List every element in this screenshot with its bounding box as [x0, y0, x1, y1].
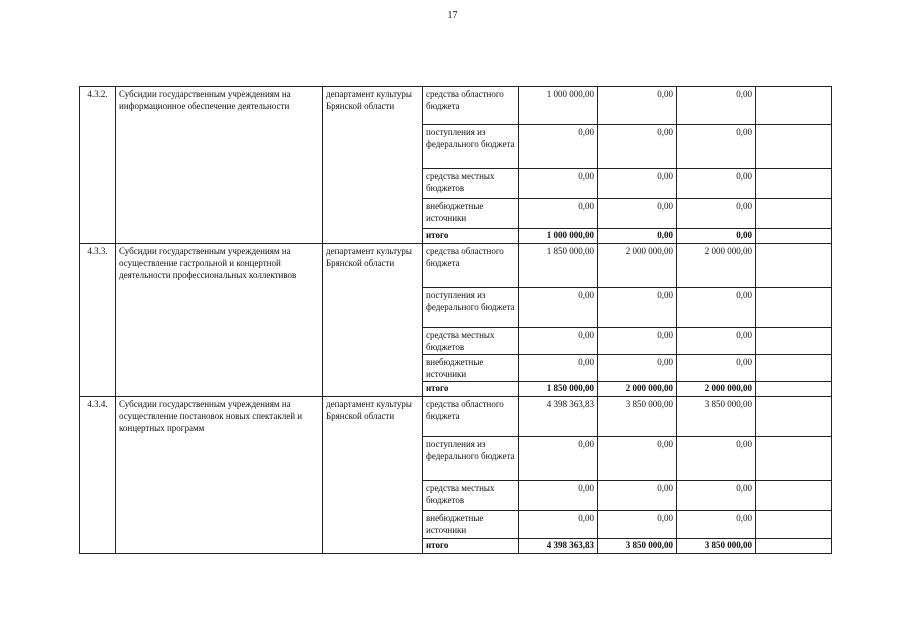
value-year-2: 0,00: [598, 87, 677, 125]
empty-cell: [756, 229, 832, 244]
table-row: [80, 87, 832, 125]
section-executor: департамент культуры Брянской области: [323, 397, 423, 554]
budget-table: [79, 86, 832, 554]
empty-cell: [756, 355, 832, 382]
empty-cell: [756, 437, 832, 481]
value-year-1: 0,00: [519, 328, 598, 355]
total-year-2: 2 000 000,00: [598, 382, 677, 397]
total-label: итого: [423, 539, 519, 554]
value-year-2: 0,00: [598, 328, 677, 355]
table-row: [80, 397, 832, 437]
value-year-1: 4 398 363,83: [519, 397, 598, 437]
empty-cell: [756, 169, 832, 199]
total-label: итого: [423, 229, 519, 244]
value-year-3: 0,00: [677, 87, 756, 125]
value-year-3: 0,00: [677, 481, 756, 511]
funding-source: средства областного бюджета: [423, 397, 519, 437]
total-year-3: 2 000 000,00: [677, 382, 756, 397]
empty-cell: [756, 397, 832, 437]
value-year-2: 0,00: [598, 437, 677, 481]
value-year-1: 0,00: [519, 511, 598, 539]
value-year-2: 0,00: [598, 481, 677, 511]
table-row: [80, 244, 832, 288]
value-year-3: 3 850 000,00: [677, 397, 756, 437]
value-year-2: 0,00: [598, 125, 677, 169]
section-name: Субсидии государственным учреждениям на информационное обеспечение деятельности: [116, 87, 323, 244]
value-year-2: 0,00: [598, 511, 677, 539]
empty-cell: [756, 244, 832, 288]
empty-cell: [756, 382, 832, 397]
empty-cell: [756, 199, 832, 229]
funding-source: средства областного бюджета: [423, 87, 519, 125]
value-year-1: 0,00: [519, 199, 598, 229]
value-year-3: 0,00: [677, 199, 756, 229]
total-year-3: 0,00: [677, 229, 756, 244]
value-year-2: 3 850 000,00: [598, 397, 677, 437]
total-year-2: 3 850 000,00: [598, 539, 677, 554]
value-year-1: 0,00: [519, 481, 598, 511]
value-year-3: 2 000 000,00: [677, 244, 756, 288]
total-year-1: 1 850 000,00: [519, 382, 598, 397]
funding-source: внебюджетные источники: [423, 511, 519, 539]
value-year-3: 0,00: [677, 355, 756, 382]
value-year-3: 0,00: [677, 437, 756, 481]
funding-source: средства местных бюджетов: [423, 481, 519, 511]
section-executor: департамент культуры Брянской области: [323, 87, 423, 244]
funding-source: средства местных бюджетов: [423, 328, 519, 355]
total-label: итого: [423, 382, 519, 397]
section-name: Субсидии государственным учреждениям на осуществление постановок новых спектаклей и концертных программ: [116, 397, 323, 554]
value-year-2: 2 000 000,00: [598, 244, 677, 288]
empty-cell: [756, 87, 832, 125]
empty-cell: [756, 288, 832, 328]
section-executor: департамент культуры Брянской области: [323, 244, 423, 397]
empty-cell: [756, 539, 832, 554]
value-year-1: 0,00: [519, 125, 598, 169]
funding-source: поступления из федерального бюджета: [423, 125, 519, 169]
value-year-3: 0,00: [677, 328, 756, 355]
value-year-3: 0,00: [677, 511, 756, 539]
value-year-1: 0,00: [519, 169, 598, 199]
empty-cell: [756, 481, 832, 511]
funding-source: поступления из федерального бюджета: [423, 288, 519, 328]
funding-source: внебюджетные источники: [423, 199, 519, 229]
total-year-1: 1 000 000,00: [519, 229, 598, 244]
value-year-1: 0,00: [519, 437, 598, 481]
empty-cell: [756, 511, 832, 539]
section-code: 4.3.4.: [80, 397, 116, 554]
funding-source: средства областного бюджета: [423, 244, 519, 288]
value-year-2: 0,00: [598, 169, 677, 199]
total-year-2: 0,00: [598, 229, 677, 244]
section-code: 4.3.3.: [80, 244, 116, 397]
table-body: [80, 87, 832, 554]
value-year-3: 0,00: [677, 125, 756, 169]
empty-cell: [756, 125, 832, 169]
value-year-1: 1 000 000,00: [519, 87, 598, 125]
section-name: Субсидии государственным учреждениям на осуществление гастрольной и концертной деятельности профессиональных коллективов: [116, 244, 323, 397]
total-year-3: 3 850 000,00: [677, 539, 756, 554]
value-year-3: 0,00: [677, 169, 756, 199]
section-code: 4.3.2.: [80, 87, 116, 244]
value-year-1: 1 850 000,00: [519, 244, 598, 288]
funding-source: поступления из федерального бюджета: [423, 437, 519, 481]
value-year-3: 0,00: [677, 288, 756, 328]
total-year-1: 4 398 363,83: [519, 539, 598, 554]
value-year-1: 0,00: [519, 288, 598, 328]
value-year-1: 0,00: [519, 355, 598, 382]
funding-source: внебюджетные источники: [423, 355, 519, 382]
empty-cell: [756, 328, 832, 355]
value-year-2: 0,00: [598, 355, 677, 382]
funding-source: средства местных бюджетов: [423, 169, 519, 199]
page-number: 17: [447, 10, 458, 21]
value-year-2: 0,00: [598, 288, 677, 328]
value-year-2: 0,00: [598, 199, 677, 229]
